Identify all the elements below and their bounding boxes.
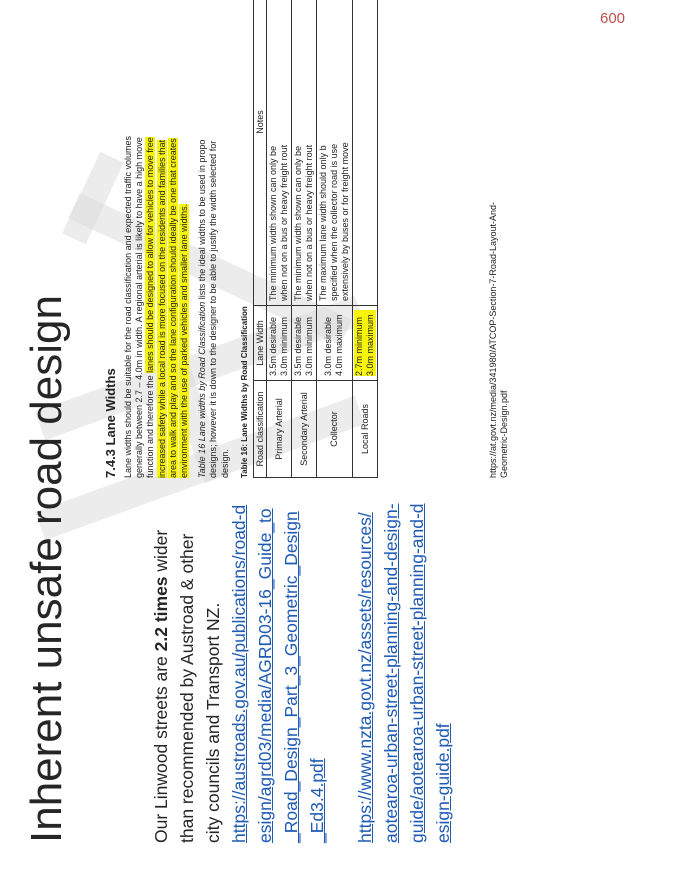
lane-width-cell [316, 306, 352, 381]
doc-paragraph-1 [123, 0, 190, 478]
highlighted-text: lanes should be designed to allow for vehicles to move free [145, 137, 156, 373]
doc-line [168, 0, 179, 478]
doc-line [145, 0, 156, 478]
doc-line [123, 0, 134, 478]
table-row [352, 0, 377, 478]
lane-width-value: 3.0m minimum [278, 316, 289, 376]
doc-line [134, 0, 145, 478]
highlighted-text: environment with the use of parked vehicles and smaller lane widths. [178, 203, 189, 478]
lane-width-value: 3.0m maximum [365, 310, 376, 376]
doc-heading: 7.4.3 Lane Widths [103, 368, 118, 478]
road-classification-cell: Local Roads [352, 381, 377, 478]
document-excerpt [103, 0, 378, 478]
highlighted-text: increased safety while a local road is more focused on the residents and families that [156, 139, 167, 478]
source-url: https://at.govt.nz/media/341980/ATCOP-Section-7-Road-Layout-And-Geometric-Design.pdf [488, 202, 509, 478]
lane-width-value: 4.0m maximum [334, 314, 345, 376]
note-line: when not on a bus or heavy freight rout [303, 144, 314, 301]
notes-cell [352, 0, 377, 306]
lane-width-value: 3.0m desirable [323, 316, 334, 376]
lane-width-cell [266, 306, 291, 381]
doc-line-text: function and therefore the [145, 372, 156, 478]
doc-line-text: Lane widths should be suitable for the road classification and expected traffic volumes [123, 135, 133, 478]
note-line: The minimum width shown can only be [292, 145, 303, 301]
lane-width-table [253, 0, 378, 478]
page-number: 600 [600, 10, 626, 27]
header-notes: Notes [253, 0, 266, 306]
intro-paragraph [148, 503, 330, 843]
doc-line [179, 0, 190, 478]
doc-line-text: generally between 2.7 – 4.0m in width. A regional arterial is likely to have a high move [134, 137, 145, 478]
lane-width-value: 2.7m minimum [354, 310, 365, 376]
notes-cell [291, 0, 316, 306]
note-line: extensively by buses or for freight move [339, 142, 350, 301]
note-line: The maximum lane width should only b [317, 145, 328, 301]
table-caption: Table 16: Lane Widths by Road Classification [239, 306, 249, 478]
lane-width-cell [352, 306, 377, 381]
road-classification-cell: Secondary Arterial [291, 381, 316, 478]
road-classification-cell: Primary Arterial [266, 381, 291, 478]
lane-width-value: 3.5m desirable [292, 316, 303, 376]
doc-line-text: lists the ideal widths to be used in propo [197, 139, 208, 302]
lane-width-value: 3.0m minimum [303, 316, 314, 376]
note-line: The minimum width shown can only be [267, 145, 278, 301]
slide-title: Inherent unsafe road design [22, 295, 71, 843]
note-line: when not on a bus or heavy freight rout [278, 144, 289, 301]
doc-line [197, 0, 208, 478]
notes-cell [316, 0, 352, 306]
table-header-row [253, 0, 266, 478]
doc-line [220, 0, 231, 478]
austroads-link[interactable]: https://austroads.gov.au/publications/road-design/agrd03/media/AGRD03-16_Guide_to_Road_Design_Part_3_Geometric_Design_Ed3.4.pdf [229, 504, 327, 843]
table-row [291, 0, 316, 478]
doc-line-text: designs; however it is down to the designer to be able to justify the width selected for [208, 140, 219, 478]
body-text [148, 503, 478, 843]
nzta-link-paragraph [352, 503, 456, 843]
header-road-classification: Road classification [253, 381, 266, 478]
table-row [266, 0, 291, 478]
intro-bold: 2.2 times [151, 576, 171, 652]
notes-cell [266, 0, 291, 306]
intro-before: Our Linwood streets are [151, 651, 171, 843]
intro-after: wider than recommended by Austroad & other city councils and Transport NZ. [151, 529, 223, 843]
nzta-link[interactable]: https://www.nzta.govt.nz/assets/resources/aotearoa-urban-street-planning-and-design-guide/aotearoa-urban-street-planning-and-design-guide.pdf [355, 503, 453, 843]
header-lane-width: Lane Width [253, 306, 266, 381]
road-classification-cell: Collector [316, 381, 352, 478]
lane-width-value: 3.5m desirable [267, 316, 278, 376]
note-line: specified when the collector road is use [328, 143, 339, 301]
doc-line [157, 0, 168, 478]
doc-paragraph-2 [197, 0, 231, 478]
lane-width-cell [291, 306, 316, 381]
doc-line [208, 0, 219, 478]
table-row [316, 0, 352, 478]
highlighted-text: area to walk and play and so the lane configuration should ideally be one that creates [167, 138, 178, 478]
table-reference: Table 16 Lane widths by Road Classification [197, 301, 208, 478]
doc-line-text: design. [219, 448, 230, 478]
